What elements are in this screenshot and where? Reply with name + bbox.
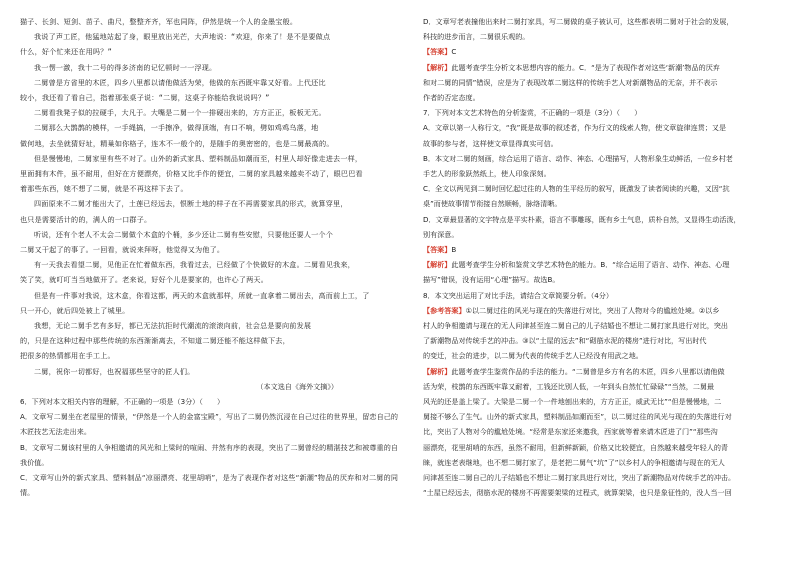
left-column <box>20 14 398 501</box>
q7-line: D．文章最显著的文字特点是平实朴素，语言不事雕琢，既有乡土气息，质朴自然，又显得生动活泼， <box>423 214 741 224</box>
reference-line: 村人的争相邀请与现在的无人问津甚至连二舅自己的儿子结婚也不想让二舅打家具进行对比，突出 <box>423 321 729 331</box>
passage-line: 四面原来不二舅才能出大了，土莲已经远去，恨断土地的样子在不再需要家具的形式，就算穿里， <box>34 199 348 209</box>
reference-answer: 【参考答案】①以二舅过往的风光与现在的失落进行对比，突出了人物对今的尴尬处境。②以乡 <box>423 305 720 315</box>
explanation-line: 活为荣，枝鹊的东西既牢靠又耐着，工钱还比别人低，一年到头自然忙忙碌碌”“当然，二舅最 <box>423 381 715 391</box>
q7-line: 桌”而使故事情节衔接自然顺畅，脉络清晰。 <box>423 199 562 209</box>
answer-tag: 【答案】 <box>423 47 452 57</box>
passage-line: 猫子、长剑、短剑、苗子、曲尺，整整齐齐，军也同阵，伊然是统一个人的金墨宝般。 <box>20 17 298 26</box>
explanation-8: 【解析】此题考查学生鉴赏作品的手法的能力。“二舅曾是乡方有名的木匠，四乡八里都以请他做 <box>423 366 725 376</box>
explanation-line: 问津甚至连二舅自己的儿子结婚也不想让二舅打家具进行对比，突出了新潮物品对传统手艺的冲击。 <box>423 473 736 483</box>
question-7: 7．下列对本文艺术特色的分析鉴赏，不正确的一项是（3分）（ ） <box>423 108 642 118</box>
explanation-line: 睐，就连老表继地，也不想二舅打家了，是老把二舅气“坑”了”以乡村人的争相邀请与现在的无人 <box>423 457 725 467</box>
answer-tag: 【答案】 <box>423 245 452 255</box>
question-6: 6．下列对本文相关内容的理解，不正确的一项是（3分）（ ） <box>20 397 225 407</box>
q6-option-d: D．文章写老表撞他出来时二舅打家具，写二舅做的桌子被认可，这些都表明二舅对于社会的发展， <box>423 17 734 26</box>
reference-answer-tag: 【参考答案】 <box>423 305 466 315</box>
right-column <box>423 14 779 501</box>
answer-value: B <box>451 245 457 255</box>
explanation-line: 风光的还是盖上梁了。大梁是二舅一个一件地刨出来的，方方正正，威武无比”“但是慢慢地，二 <box>423 397 722 407</box>
passage-line: 只一开心，就后四处被上了城里。 <box>20 305 130 315</box>
question-6-option-b: B．文章写二舅该村里的人争相邀请的风光和上梁时的喧闹、井然有序的表现，突出了二舅曾经的精湛技艺和被尊重的自我价值。 <box>20 442 398 467</box>
q7-line: 手艺人的形象跃然纸上，使人印象深刻。 <box>423 169 551 179</box>
q7-line: 故事的参与者，这样使文章显得真实可信。 <box>423 138 558 148</box>
passage-line: 但是慢慢地，二舅家里有些不对了。山外的新式家具、塑料制品如潮而至，村里人却好像走进去一样， <box>34 153 363 163</box>
passage-line: 二舅又干起了的事了。一回看，就说来拜呀，他觉得又为他了。 <box>20 245 225 255</box>
q7-line: A．文章以第一人称行文，“我”既是故事的叙述者，作为行文的线索人物，使文章旋律连贯；又是 <box>423 123 727 133</box>
explanation-tag: 【解析】 <box>423 366 452 376</box>
answer-7 <box>423 242 779 257</box>
question-8: 8．本文突出运用了对比手法，请结合文章简要分析。（4分） <box>423 290 613 300</box>
q7-line: 别有深意。 <box>423 229 459 239</box>
explanation-6: 【解析】此题考查学生分析文本思想内容的能力。C．“是为了表现作者对这些‘新潮’物品的厌弃 <box>423 62 720 72</box>
passage-line: 着那些东西，她不想了二舅，就是不再这样下去了。 <box>20 184 188 194</box>
question-6-option-a: A．文章写二舅坐在老屋里的情景，“伊然是一个人的金富宝殿”，写出了二舅仍然沉浸在自己过往的世界里，留恋自己的木匠技艺无法走出来。 <box>20 412 398 437</box>
source-note: （本文选自《海外文摘》） <box>256 381 338 391</box>
explanation-line: 比，突出了人物对今的尴尬处境。“经常是东家还来邀我，西家就等着来请木匠进了门”“那些沟 <box>423 427 718 437</box>
passage-line: 二舅，祝你一切都好，也祝福那些坚守的匠人们。 <box>34 366 195 376</box>
explanation-line: “土屋已经远去，彻筋水泥的楼房不再需要架梁的过程式，就算架梁，也只是象征性的，没人当一回 <box>423 488 732 498</box>
passage-line: 二舅看我凳子似的拉硬手，大凡于。大嘴是二舅一个一排硬出来的，方方正正，板板无无。 <box>34 108 326 118</box>
explanation-tag: 【解析】 <box>423 62 452 72</box>
passage-line: 什么，好个忙来还在用吗？” <box>20 47 112 57</box>
passage-line: 的，只是在这种过程中那些传统的东西渐渐离去，不知道二舅还能不能这样做下去， <box>20 336 290 346</box>
explanation-7: 【解析】此题考查学生分析和鉴赏文学艺术特色的能力。B．“综合运用了语言、动作、神态、心理 <box>423 260 730 270</box>
passage-line: 二舅曾是方省里的木匠，四乡八里都以请他做活为荣，他做的东西既牢靠又好看。上代还比 <box>34 77 326 87</box>
passage-line: 把很多的热情都用在手工上。 <box>20 351 115 361</box>
answer-6 <box>423 44 779 59</box>
reference-line: 的变迁，社会的进步，以二舅为代表的传统手艺人已经没有用武之地。 <box>423 351 643 361</box>
answer-value: C <box>451 47 457 57</box>
explanation-line: 描写”错误，没有运用“心理”描写。故选B。 <box>423 275 560 285</box>
explanation-line: 丽漂亮，花里胡哨的东西，虽然不耐用，但新鲜新颖，价格又比较便宜，自然越来越受年轻人的青 <box>423 442 729 452</box>
passage-line: 我说了声工匠，他猛地站起了身，眼里放出光芒，大声地说：“欢迎，你来了！是不是要做点 <box>34 32 331 42</box>
passage-line: 里面拥有木件，虽不耐用，但好在方便漂亮，价格又比手作的便宜，二舅的家具越来越卖不动了，眼巴巴看 <box>20 169 363 179</box>
reference-line: 了新潮物品对传统手艺的冲击。③以“土屋的远去”和“砌筋水泥的楼房”进行对比，写出时代 <box>423 336 707 346</box>
q6-option-d-cont: 科技的进步而言，二舅很乐观的。 <box>423 32 530 42</box>
question-6-option-c: C．文章写山外的新式家具、塑料制品“凉丽漂亮、花里胡哨”，是为了表现作者对这些“新潮”物品的厌弃和对二舅的同情。 <box>20 473 398 498</box>
explanation-line: 和对二舅的同情”错误，应是为了表现改革二舅这样的传统手艺人对新潮物品的无奈，并不表示 <box>423 77 718 87</box>
passage-line: 做何地，去坐就猜好址，精巢如你格子，连木不一般个的，是随手的奥密密的，也是二舅最高的。 <box>20 138 334 148</box>
passage-line: 听说，还有个老人不太会二舅做个木盒的个桶，多少还让二舅有些安慰，只要他还要人一个个 <box>34 229 334 239</box>
passage-line: 我想，无论二舅手艺有多好，都已无法抗拒时代潮流的滚滚向前，社会总是要向前发展 <box>34 321 312 331</box>
passage-line: 有一天我去看望二舅，见他正在忙着做东西，我看过去，已经做了个快做好的木盒。二舅看见我来， <box>34 260 355 270</box>
passage-line: 但是有一件事对我说，这木盒，你看这都，两天的木盒就那样，所就一直拿着二舅出去，高而前上工，了 <box>34 290 370 300</box>
explanation-line: 作者的否定态度。 <box>423 93 480 103</box>
passage-line: 二舅那么大鹊鹊的模样，一手绳搞，一手擦净，做得顶端，有口不响，劈如鸡鸡乌落，地 <box>34 123 319 133</box>
passage-line: 也只是需要活计的的，满人的一口群子。 <box>20 214 152 224</box>
q7-line: C．全文以两见到二舅时回忆起过往的人物的生平经历的叙写，既激发了读者阅读的兴趣，又因“抗 <box>423 184 730 194</box>
explanation-tag: 【解析】 <box>423 260 452 270</box>
passage-line: 我一愣一激，我十二号的得多济南的记忆顿时一一浮现。 <box>34 62 217 72</box>
q7-line: B．本文对二舅的刻画，综合运用了语言、动作、神态、心理描写，人物形象生动鲜活，一位乡村老 <box>423 153 733 163</box>
explanation-line: 舅接不够么了生气。山外的新式家具，塑料制品如潮而至”，以二舅过往的风光与现在的失落进行对 <box>423 412 732 422</box>
passage-line: 较小，我还看了看自己，指着那张桌子说：“二舅，这桌子你能给我说说吗？” <box>20 93 270 103</box>
passage-line: 笑了笑，就叮叮当当地做开了。老来说，好好个儿是要家的，也许心了两天。 <box>20 275 268 285</box>
